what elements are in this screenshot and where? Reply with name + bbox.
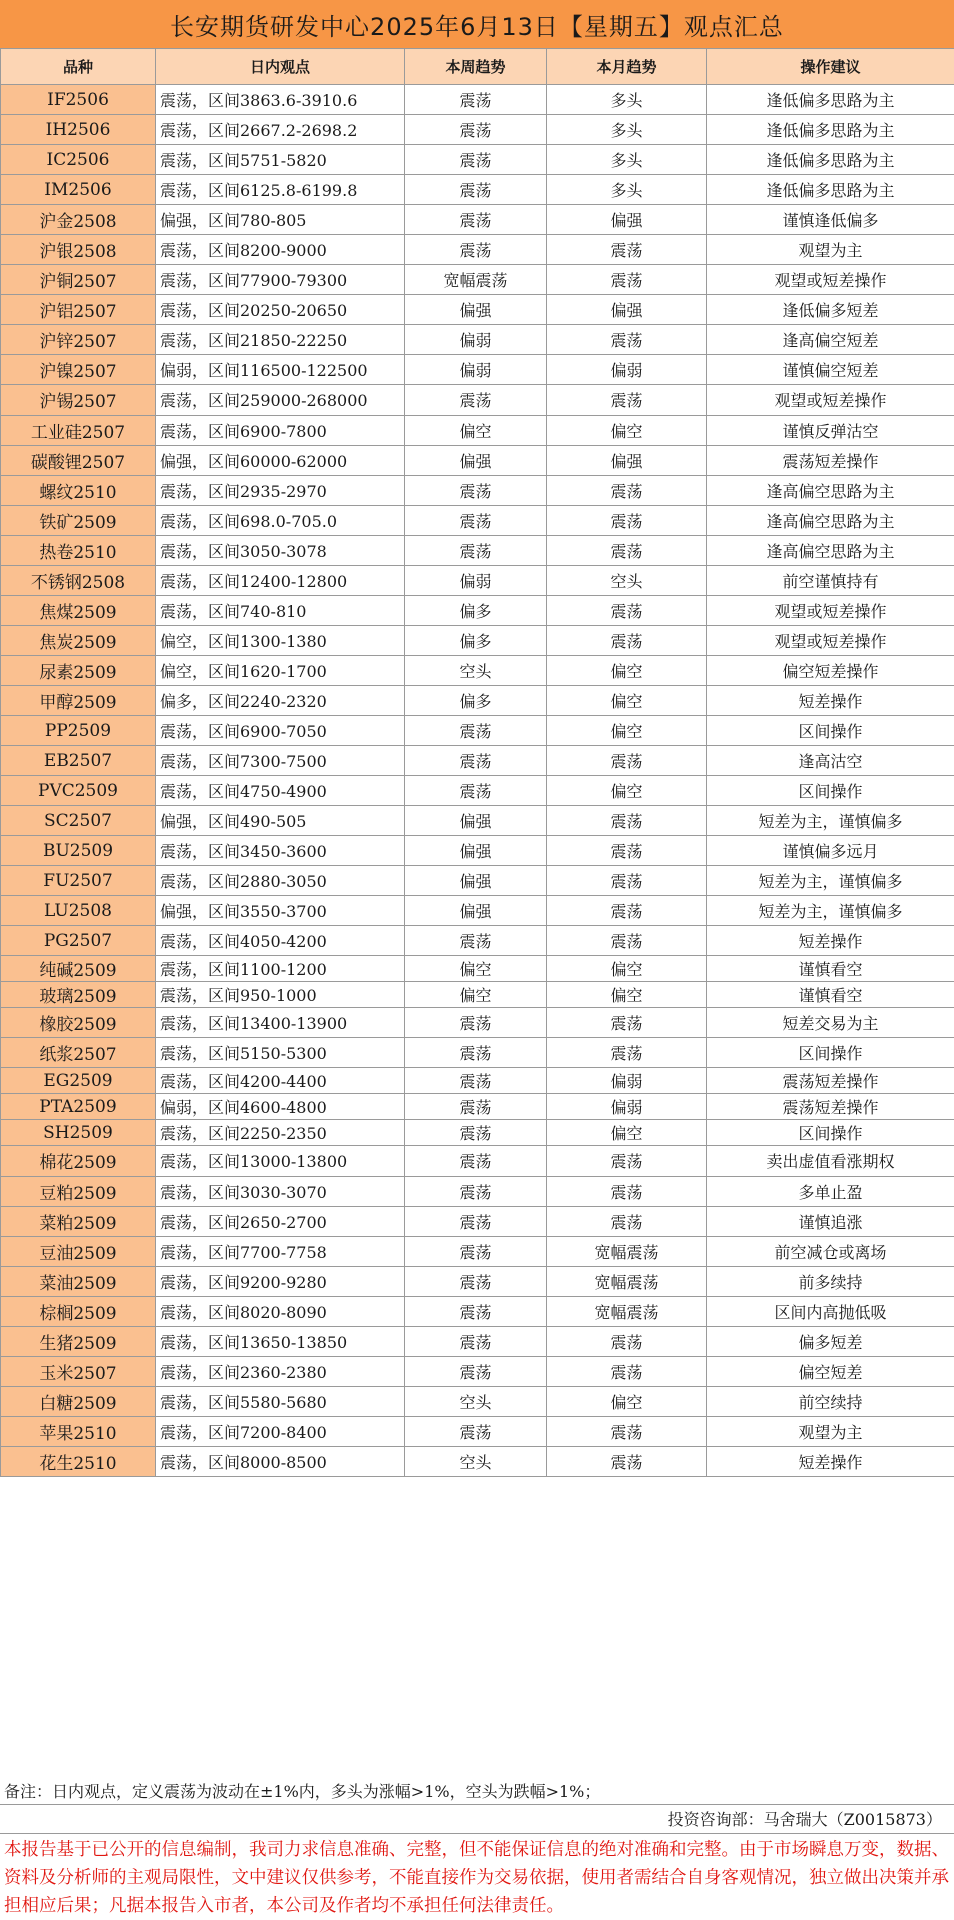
weekly-trend-cell: 偏强 (405, 836, 547, 866)
intraday-view-cell: 震荡，区间698.0-705.0 (156, 505, 405, 535)
views-table (0, 48, 954, 1477)
table-row (1, 655, 954, 685)
weekly-trend-cell: 震荡 (405, 205, 547, 235)
intraday-view-cell: 震荡，区间7700-7758 (156, 1236, 405, 1266)
suggestion-cell: 逢高偏空短差 (707, 325, 954, 355)
suggestion-cell: 前空谨慎持有 (707, 565, 954, 595)
weekly-trend-cell: 震荡 (405, 235, 547, 265)
intraday-view-cell: 震荡，区间3450-3600 (156, 836, 405, 866)
monthly-trend-cell: 震荡 (547, 866, 707, 896)
table-row (1, 475, 954, 505)
monthly-trend-cell: 震荡 (547, 1206, 707, 1236)
column-header-suggestion: 操作建议 (707, 49, 954, 85)
weekly-trend-cell: 震荡 (405, 505, 547, 535)
variety-cell: SC2507 (1, 806, 156, 836)
suggestion-cell: 谨慎反弹沽空 (707, 415, 954, 445)
intraday-view-cell: 震荡，区间12400-12800 (156, 565, 405, 595)
variety-cell: PG2507 (1, 926, 156, 956)
intraday-view-cell: 震荡，区间2360-2380 (156, 1356, 405, 1386)
table-row (1, 205, 954, 235)
intraday-view-cell: 震荡，区间6900-7050 (156, 715, 405, 745)
intraday-view-cell: 偏强，区间60000-62000 (156, 445, 405, 475)
weekly-trend-cell: 偏多 (405, 595, 547, 625)
intraday-view-cell: 偏弱，区间4600-4800 (156, 1094, 405, 1120)
suggestion-cell: 观望或短差操作 (707, 265, 954, 295)
monthly-trend-cell: 震荡 (547, 505, 707, 535)
monthly-trend-cell: 震荡 (547, 1356, 707, 1386)
monthly-trend-cell: 宽幅震荡 (547, 1236, 707, 1266)
monthly-trend-cell: 偏弱 (547, 1068, 707, 1094)
monthly-trend-cell: 震荡 (547, 325, 707, 355)
table-row (1, 1416, 954, 1446)
intraday-view-cell: 震荡，区间740-810 (156, 595, 405, 625)
monthly-trend-cell: 震荡 (547, 1146, 707, 1176)
table-row (1, 115, 954, 145)
weekly-trend-cell: 空头 (405, 655, 547, 685)
suggestion-cell: 区间内高抛低吸 (707, 1296, 954, 1326)
monthly-trend-cell: 震荡 (547, 595, 707, 625)
table-row (1, 896, 954, 926)
intraday-view-cell: 震荡，区间2667.2-2698.2 (156, 115, 405, 145)
variety-cell: 苹果2510 (1, 1416, 156, 1446)
intraday-view-cell: 震荡，区间6125.8-6199.8 (156, 175, 405, 205)
suggestion-cell: 谨慎偏多远月 (707, 836, 954, 866)
table-row (1, 685, 954, 715)
intraday-view-cell: 偏强，区间490-505 (156, 806, 405, 836)
variety-cell: 纯碱2509 (1, 956, 156, 982)
variety-cell: LU2508 (1, 896, 156, 926)
monthly-trend-cell: 多头 (547, 85, 707, 115)
table-row (1, 866, 954, 896)
intraday-view-cell: 震荡，区间8200-9000 (156, 235, 405, 265)
variety-cell: IC2506 (1, 145, 156, 175)
variety-cell: 豆粕2509 (1, 1176, 156, 1206)
footnote: 备注：日内观点，定义震荡为波动在±1%内，多头为涨幅>1%，空头为跌幅>1%； (0, 1778, 954, 1805)
variety-cell: 棕榈2509 (1, 1296, 156, 1326)
intraday-view-cell: 震荡，区间7300-7500 (156, 746, 405, 776)
monthly-trend-cell: 震荡 (547, 1326, 707, 1356)
weekly-trend-cell: 偏强 (405, 295, 547, 325)
weekly-trend-cell: 震荡 (405, 175, 547, 205)
table-row (1, 1068, 954, 1094)
suggestion-cell: 前空续持 (707, 1386, 954, 1416)
monthly-trend-cell: 偏强 (547, 445, 707, 475)
weekly-trend-cell: 震荡 (405, 535, 547, 565)
intraday-view-cell: 震荡，区间13400-13900 (156, 1008, 405, 1038)
variety-cell: 尿素2509 (1, 655, 156, 685)
monthly-trend-cell: 偏空 (547, 715, 707, 745)
table-row (1, 1206, 954, 1236)
weekly-trend-cell: 震荡 (405, 1356, 547, 1386)
variety-cell: 焦煤2509 (1, 595, 156, 625)
variety-cell: 甲醇2509 (1, 685, 156, 715)
table-row (1, 325, 954, 355)
suggestion-cell: 短差操作 (707, 1446, 954, 1476)
variety-cell: 工业硅2507 (1, 415, 156, 445)
weekly-trend-cell: 偏弱 (405, 565, 547, 595)
weekly-trend-cell: 震荡 (405, 926, 547, 956)
weekly-trend-cell: 震荡 (405, 1266, 547, 1296)
weekly-trend-cell: 震荡 (405, 1120, 547, 1146)
suggestion-cell: 逢低偏多思路为主 (707, 85, 954, 115)
table-row (1, 1386, 954, 1416)
intraday-view-cell: 震荡，区间5150-5300 (156, 1038, 405, 1068)
suggestion-cell: 谨慎追涨 (707, 1206, 954, 1236)
suggestion-cell: 逢低偏多思路为主 (707, 115, 954, 145)
intraday-view-cell: 震荡，区间4200-4400 (156, 1068, 405, 1094)
weekly-trend-cell: 偏强 (405, 896, 547, 926)
table-row (1, 415, 954, 445)
intraday-view-cell: 偏空，区间1300-1380 (156, 625, 405, 655)
intraday-view-cell: 偏强，区间3550-3700 (156, 896, 405, 926)
monthly-trend-cell: 偏空 (547, 982, 707, 1008)
weekly-trend-cell: 偏强 (405, 445, 547, 475)
suggestion-cell: 逢低偏多思路为主 (707, 145, 954, 175)
variety-cell: 沪锡2507 (1, 385, 156, 415)
suggestion-cell: 前多续持 (707, 1266, 954, 1296)
table-row (1, 956, 954, 982)
monthly-trend-cell: 震荡 (547, 475, 707, 505)
weekly-trend-cell: 震荡 (405, 1094, 547, 1120)
monthly-trend-cell: 震荡 (547, 926, 707, 956)
monthly-trend-cell: 偏弱 (547, 355, 707, 385)
table-row (1, 595, 954, 625)
table-row (1, 1038, 954, 1068)
variety-cell: PTA2509 (1, 1094, 156, 1120)
report-title: 长安期货研发中心2025年6月13日【星期五】观点汇总 (0, 0, 954, 49)
monthly-trend-cell: 震荡 (547, 235, 707, 265)
column-header-intraday-view: 日内观点 (156, 49, 405, 85)
table-row (1, 625, 954, 655)
monthly-trend-cell: 震荡 (547, 746, 707, 776)
intraday-view-cell: 震荡，区间21850-22250 (156, 325, 405, 355)
weekly-trend-cell: 震荡 (405, 85, 547, 115)
table-row (1, 715, 954, 745)
weekly-trend-cell: 震荡 (405, 776, 547, 806)
variety-cell: 橡胶2509 (1, 1008, 156, 1038)
intraday-view-cell: 震荡，区间2880-3050 (156, 866, 405, 896)
variety-cell: 螺纹2510 (1, 475, 156, 505)
table-row (1, 836, 954, 866)
suggestion-cell: 短差操作 (707, 926, 954, 956)
monthly-trend-cell: 偏强 (547, 205, 707, 235)
table-row (1, 1266, 954, 1296)
table-row (1, 235, 954, 265)
weekly-trend-cell: 偏空 (405, 956, 547, 982)
table-row (1, 1446, 954, 1476)
column-header-weekly-trend: 本周趋势 (405, 49, 547, 85)
monthly-trend-cell: 震荡 (547, 385, 707, 415)
weekly-trend-cell: 偏多 (405, 685, 547, 715)
suggestion-cell: 卖出虚值看涨期权 (707, 1146, 954, 1176)
variety-cell: BU2509 (1, 836, 156, 866)
disclaimer: 本报告基于已公开的信息编制，我司力求信息准确、完整，但不能保证信息的绝对准确和完整。由于市场瞬息万变，数据、资料及分析师的主观局限性，文中建议仅供参考，不能直接作为交易依据，使用者需结合自身客观情况，独立做出决策并承担相应后果；凡据本报告入市者，本公司及作者均不承担任何法律责任。 (4, 1840, 949, 1916)
table-row (1, 355, 954, 385)
intraday-view-cell: 震荡，区间7200-8400 (156, 1416, 405, 1446)
monthly-trend-cell: 震荡 (547, 1176, 707, 1206)
variety-cell: 豆油2509 (1, 1236, 156, 1266)
weekly-trend-cell: 偏空 (405, 982, 547, 1008)
monthly-trend-cell: 多头 (547, 115, 707, 145)
intraday-view-cell: 震荡，区间2935-2970 (156, 475, 405, 505)
table-row (1, 265, 954, 295)
intraday-view-cell: 震荡，区间6900-7800 (156, 415, 405, 445)
monthly-trend-cell: 偏空 (547, 655, 707, 685)
table-row (1, 1356, 954, 1386)
monthly-trend-cell: 宽幅震荡 (547, 1266, 707, 1296)
variety-cell: 沪铜2507 (1, 265, 156, 295)
variety-cell: EB2507 (1, 746, 156, 776)
suggestion-cell: 逢高偏空思路为主 (707, 475, 954, 505)
table-row (1, 1236, 954, 1266)
variety-cell: 菜粕2509 (1, 1206, 156, 1236)
variety-cell: 焦炭2509 (1, 625, 156, 655)
suggestion-cell: 逢高偏空思路为主 (707, 535, 954, 565)
suggestion-cell: 区间操作 (707, 1120, 954, 1146)
table-row (1, 535, 954, 565)
suggestion-cell: 区间操作 (707, 776, 954, 806)
intraday-view-cell: 震荡，区间1100-1200 (156, 956, 405, 982)
intraday-view-cell: 震荡，区间5751-5820 (156, 145, 405, 175)
monthly-trend-cell: 震荡 (547, 535, 707, 565)
monthly-trend-cell: 震荡 (547, 1008, 707, 1038)
intraday-view-cell: 偏空，区间1620-1700 (156, 655, 405, 685)
monthly-trend-cell: 偏空 (547, 1120, 707, 1146)
variety-cell: 棉花2509 (1, 1146, 156, 1176)
table-header-row (1, 49, 954, 85)
variety-cell: FU2507 (1, 866, 156, 896)
suggestion-cell: 观望为主 (707, 235, 954, 265)
suggestion-cell: 前空减仓或离场 (707, 1236, 954, 1266)
variety-cell: PP2509 (1, 715, 156, 745)
monthly-trend-cell: 偏空 (547, 415, 707, 445)
weekly-trend-cell: 震荡 (405, 475, 547, 505)
table-row (1, 926, 954, 956)
variety-cell: 纸浆2507 (1, 1038, 156, 1068)
variety-cell: 白糖2509 (1, 1386, 156, 1416)
table-row (1, 1008, 954, 1038)
monthly-trend-cell: 震荡 (547, 265, 707, 295)
suggestion-cell: 偏多短差 (707, 1326, 954, 1356)
table-row (1, 1146, 954, 1176)
weekly-trend-cell: 震荡 (405, 145, 547, 175)
table-row (1, 1296, 954, 1326)
monthly-trend-cell: 震荡 (547, 896, 707, 926)
contact-line: 投资咨询部：马舍瑞大（Z0015873） (0, 1806, 954, 1834)
intraday-view-cell: 震荡，区间8000-8500 (156, 1446, 405, 1476)
suggestion-cell: 逢低偏多思路为主 (707, 175, 954, 205)
variety-cell: 花生2510 (1, 1446, 156, 1476)
intraday-view-cell: 震荡，区间3030-3070 (156, 1176, 405, 1206)
intraday-view-cell: 偏弱，区间116500-122500 (156, 355, 405, 385)
variety-cell: PVC2509 (1, 776, 156, 806)
variety-cell: 沪铝2507 (1, 295, 156, 325)
weekly-trend-cell: 震荡 (405, 1068, 547, 1094)
suggestion-cell: 谨慎偏空短差 (707, 355, 954, 385)
suggestion-cell: 震荡短差操作 (707, 445, 954, 475)
weekly-trend-cell: 空头 (405, 1386, 547, 1416)
suggestion-cell: 谨慎看空 (707, 956, 954, 982)
weekly-trend-cell: 震荡 (405, 1326, 547, 1356)
variety-cell: EG2509 (1, 1068, 156, 1094)
suggestion-cell: 谨慎逢低偏多 (707, 205, 954, 235)
intraday-view-cell: 偏多，区间2240-2320 (156, 685, 405, 715)
intraday-view-cell: 震荡，区间259000-268000 (156, 385, 405, 415)
monthly-trend-cell: 震荡 (547, 836, 707, 866)
intraday-view-cell: 震荡，区间20250-20650 (156, 295, 405, 325)
weekly-trend-cell: 震荡 (405, 715, 547, 745)
variety-cell: 沪银2508 (1, 235, 156, 265)
table-row (1, 1120, 954, 1146)
table-row (1, 445, 954, 475)
suggestion-cell: 短差交易为主 (707, 1008, 954, 1038)
suggestion-cell: 多单止盈 (707, 1176, 954, 1206)
variety-cell: IF2506 (1, 85, 156, 115)
weekly-trend-cell: 震荡 (405, 1206, 547, 1236)
suggestion-cell: 短差为主，谨慎偏多 (707, 896, 954, 926)
variety-cell: SH2509 (1, 1120, 156, 1146)
weekly-trend-cell: 震荡 (405, 1146, 547, 1176)
column-header-variety: 品种 (1, 49, 156, 85)
table-row (1, 295, 954, 325)
suggestion-cell: 震荡短差操作 (707, 1068, 954, 1094)
suggestion-cell: 观望为主 (707, 1416, 954, 1446)
weekly-trend-cell: 震荡 (405, 1038, 547, 1068)
weekly-trend-cell: 空头 (405, 1446, 547, 1476)
intraday-view-cell: 震荡，区间3050-3078 (156, 535, 405, 565)
variety-cell: 热卷2510 (1, 535, 156, 565)
intraday-view-cell: 震荡，区间8020-8090 (156, 1296, 405, 1326)
intraday-view-cell: 偏强，区间780-805 (156, 205, 405, 235)
variety-cell: 沪金2508 (1, 205, 156, 235)
suggestion-cell: 短差为主，谨慎偏多 (707, 806, 954, 836)
table-row (1, 1176, 954, 1206)
variety-cell: 玻璃2509 (1, 982, 156, 1008)
weekly-trend-cell: 震荡 (405, 1236, 547, 1266)
weekly-trend-cell: 震荡 (405, 1176, 547, 1206)
monthly-trend-cell: 震荡 (547, 625, 707, 655)
variety-cell: 沪镍2507 (1, 355, 156, 385)
suggestion-cell: 观望或短差操作 (707, 385, 954, 415)
weekly-trend-cell: 宽幅震荡 (405, 265, 547, 295)
table-row (1, 385, 954, 415)
variety-cell: 沪锌2507 (1, 325, 156, 355)
suggestion-cell: 逢低偏多短差 (707, 295, 954, 325)
table-row (1, 776, 954, 806)
suggestion-cell: 谨慎看空 (707, 982, 954, 1008)
intraday-view-cell: 震荡，区间13000-13800 (156, 1146, 405, 1176)
intraday-view-cell: 震荡，区间13650-13850 (156, 1326, 405, 1356)
weekly-trend-cell: 震荡 (405, 385, 547, 415)
intraday-view-cell: 震荡，区间2250-2350 (156, 1120, 405, 1146)
weekly-trend-cell: 震荡 (405, 1416, 547, 1446)
weekly-trend-cell: 偏强 (405, 806, 547, 836)
monthly-trend-cell: 多头 (547, 145, 707, 175)
suggestion-cell: 偏空短差 (707, 1356, 954, 1386)
suggestion-cell: 观望或短差操作 (707, 625, 954, 655)
monthly-trend-cell: 偏空 (547, 1386, 707, 1416)
monthly-trend-cell: 宽幅震荡 (547, 1296, 707, 1326)
weekly-trend-cell: 震荡 (405, 1296, 547, 1326)
intraday-view-cell: 震荡，区间2650-2700 (156, 1206, 405, 1236)
table-row (1, 85, 954, 115)
monthly-trend-cell: 偏强 (547, 295, 707, 325)
monthly-trend-cell: 偏弱 (547, 1094, 707, 1120)
suggestion-cell: 震荡短差操作 (707, 1094, 954, 1120)
weekly-trend-cell: 偏空 (405, 415, 547, 445)
table-row (1, 565, 954, 595)
variety-cell: IM2506 (1, 175, 156, 205)
monthly-trend-cell: 震荡 (547, 1038, 707, 1068)
monthly-trend-cell: 震荡 (547, 806, 707, 836)
weekly-trend-cell: 偏多 (405, 625, 547, 655)
weekly-trend-cell: 偏强 (405, 866, 547, 896)
monthly-trend-cell: 偏空 (547, 956, 707, 982)
variety-cell: 碳酸锂2507 (1, 445, 156, 475)
intraday-view-cell: 震荡，区间4050-4200 (156, 926, 405, 956)
intraday-view-cell: 震荡，区间3863.6-3910.6 (156, 85, 405, 115)
variety-cell: 菜油2509 (1, 1266, 156, 1296)
table-row (1, 1326, 954, 1356)
variety-cell: 铁矿2509 (1, 505, 156, 535)
suggestion-cell: 区间操作 (707, 715, 954, 745)
monthly-trend-cell: 偏空 (547, 685, 707, 715)
table-row (1, 982, 954, 1008)
weekly-trend-cell: 震荡 (405, 115, 547, 145)
variety-cell: 生猪2509 (1, 1326, 156, 1356)
suggestion-cell: 观望或短差操作 (707, 595, 954, 625)
suggestion-cell: 短差为主，谨慎偏多 (707, 866, 954, 896)
table-row (1, 746, 954, 776)
intraday-view-cell: 震荡，区间9200-9280 (156, 1266, 405, 1296)
intraday-view-cell: 震荡，区间4750-4900 (156, 776, 405, 806)
monthly-trend-cell: 空头 (547, 565, 707, 595)
variety-cell: IH2506 (1, 115, 156, 145)
table-row (1, 505, 954, 535)
intraday-view-cell: 震荡，区间950-1000 (156, 982, 405, 1008)
monthly-trend-cell: 多头 (547, 175, 707, 205)
weekly-trend-cell: 震荡 (405, 746, 547, 776)
monthly-trend-cell: 偏空 (547, 776, 707, 806)
weekly-trend-cell: 偏弱 (405, 325, 547, 355)
monthly-trend-cell: 震荡 (547, 1416, 707, 1446)
monthly-trend-cell: 震荡 (547, 1446, 707, 1476)
intraday-view-cell: 震荡，区间5580-5680 (156, 1386, 405, 1416)
weekly-trend-cell: 震荡 (405, 1008, 547, 1038)
weekly-trend-cell: 偏弱 (405, 355, 547, 385)
table-row (1, 145, 954, 175)
suggestion-cell: 逢高偏空思路为主 (707, 505, 954, 535)
column-header-monthly-trend: 本月趋势 (547, 49, 707, 85)
suggestion-cell: 偏空短差操作 (707, 655, 954, 685)
suggestion-cell: 短差操作 (707, 685, 954, 715)
variety-cell: 不锈钢2508 (1, 565, 156, 595)
intraday-view-cell: 震荡，区间77900-79300 (156, 265, 405, 295)
suggestion-cell: 区间操作 (707, 1038, 954, 1068)
table-row (1, 1094, 954, 1120)
table-row (1, 806, 954, 836)
variety-cell: 玉米2507 (1, 1356, 156, 1386)
table-row (1, 175, 954, 205)
suggestion-cell: 逢高沽空 (707, 746, 954, 776)
